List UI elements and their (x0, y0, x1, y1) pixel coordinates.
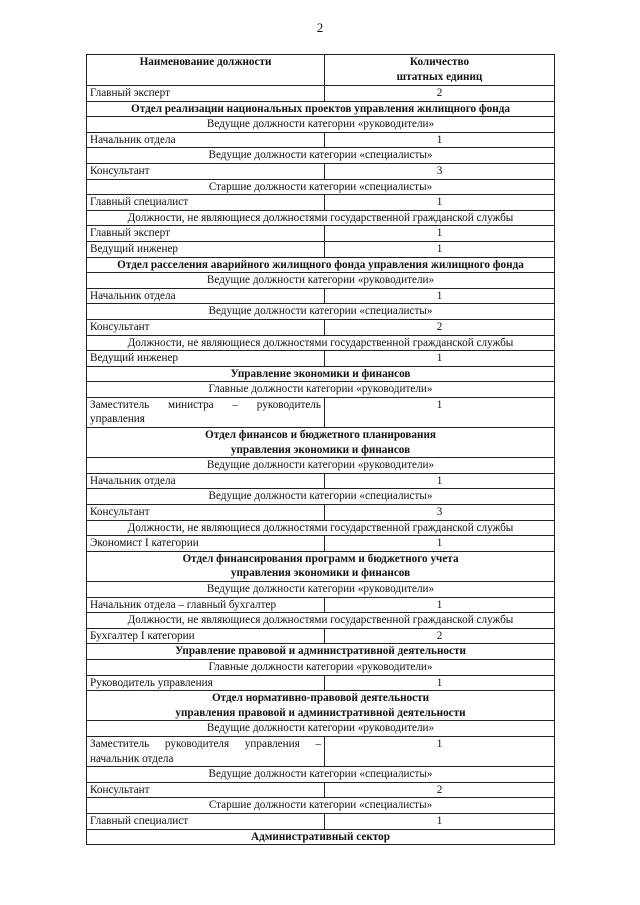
position-name: Консультант (87, 782, 325, 798)
position-row (87, 226, 555, 242)
department-title-line2: управления экономики и финансов (230, 567, 411, 580)
department-title (87, 551, 555, 581)
position-category: Должности, не являющиеся должностями государственной гражданской службы (87, 613, 555, 629)
position-category: Ведущие должности категории «руководители» (87, 458, 555, 474)
department-title: Управление правовой и административной деятельности (87, 644, 555, 660)
position-row (87, 397, 555, 427)
position-category: Ведущие должности категории «руководители» (87, 582, 555, 598)
position-name: Начальник отдела – главный бухгалтер (87, 597, 325, 613)
position-row (87, 813, 555, 829)
staff-count-header-line1: Количество (409, 56, 470, 68)
staff-count: 2 (325, 628, 555, 644)
category-row (87, 798, 555, 814)
position-row (87, 241, 555, 257)
category-row (87, 273, 555, 289)
staff-count: 1 (325, 675, 555, 691)
category-row (87, 659, 555, 675)
staff-count: 1 (325, 397, 555, 427)
position-row (87, 597, 555, 613)
staff-count: 1 (325, 226, 555, 242)
category-row (87, 382, 555, 398)
department-row (87, 428, 555, 458)
staff-count: 1 (325, 536, 555, 552)
position-name: Главный специалист (87, 813, 325, 829)
page-number: 2 (316, 20, 324, 35)
position-row (87, 536, 555, 552)
department-row (87, 691, 555, 721)
department-row (87, 101, 555, 117)
position-name: Экономист I категории (87, 536, 325, 552)
position-category: Ведущие должности категории «руководители» (87, 721, 555, 737)
category-row (87, 335, 555, 351)
staff-count: 2 (325, 319, 555, 335)
department-title: Административный сектор (87, 829, 555, 845)
department-title-line2: управления правовой и административной деятельности (175, 706, 466, 719)
position-name: Начальник отдела (87, 473, 325, 489)
position-name (87, 397, 325, 427)
position-category: Ведущие должности категории «специалисты» (87, 304, 555, 320)
position-name: Консультант (87, 163, 325, 179)
position-row (87, 736, 555, 766)
staff-count: 1 (325, 736, 555, 766)
position-name: Ведущий инженер (87, 351, 325, 367)
position-name: Консультант (87, 505, 325, 521)
position-category: Главные должности категории «руководители» (87, 659, 555, 675)
staff-count: 3 (325, 505, 555, 521)
position-name: Бухгалтер I категории (87, 628, 325, 644)
category-row (87, 767, 555, 783)
position-row (87, 288, 555, 304)
category-row (87, 210, 555, 226)
position-row (87, 351, 555, 367)
position-row (87, 782, 555, 798)
department-title (87, 691, 555, 721)
position-name-line2: управления (90, 413, 145, 426)
department-title: Отдел расселения аварийного жилищного фонда управления жилищного фонда (87, 257, 555, 273)
position-row (87, 319, 555, 335)
position-row (87, 86, 555, 102)
category-row (87, 117, 555, 133)
category-row (87, 721, 555, 737)
table-body (87, 86, 555, 845)
category-row (87, 613, 555, 629)
staff-count: 2 (325, 86, 555, 102)
department-row (87, 366, 555, 382)
position-name-line2: начальник отдела (90, 752, 174, 765)
department-row (87, 829, 555, 845)
staffing-table (86, 54, 555, 845)
staff-count: 1 (325, 351, 555, 367)
position-category: Ведущие должности категории «руководители» (87, 117, 555, 133)
position-category: Должности, не являющиеся должностями государственной гражданской службы (87, 210, 555, 226)
staff-count: 1 (325, 195, 555, 211)
staff-count: 1 (325, 288, 555, 304)
department-title-line1: Отдел нормативно-правовой деятельности (211, 692, 430, 705)
position-name: Ведущий инженер (87, 241, 325, 257)
position-category: Старшие должности категории «специалисты» (87, 798, 555, 814)
position-category: Должности, не являющиеся должностями государственной гражданской службы (87, 335, 555, 351)
position-name: Главный эксперт (87, 226, 325, 242)
category-row (87, 520, 555, 536)
department-row (87, 257, 555, 273)
position-category: Ведущие должности категории «специалисты» (87, 148, 555, 164)
position-row (87, 163, 555, 179)
category-row (87, 458, 555, 474)
position-name: Консультант (87, 319, 325, 335)
position-row (87, 505, 555, 521)
position-name: Главный эксперт (87, 86, 325, 102)
position-name-line1: Заместитель министра – руководитель (90, 398, 321, 411)
staff-count: 1 (325, 813, 555, 829)
category-row (87, 179, 555, 195)
category-row (87, 304, 555, 320)
staff-count: 1 (325, 132, 555, 148)
position-name: Начальник отдела (87, 132, 325, 148)
department-title-line2: управления экономики и финансов (230, 443, 411, 456)
position-row (87, 195, 555, 211)
position-name (87, 736, 325, 766)
position-name-header: Наименование должности (87, 55, 325, 86)
position-name-line1: Заместитель руководителя управления – (90, 737, 321, 750)
department-title-line1: Отдел финансирования программ и бюджетного учета (182, 552, 459, 565)
position-name: Руководитель управления (87, 675, 325, 691)
category-row (87, 148, 555, 164)
staff-count: 1 (325, 241, 555, 257)
department-title: Управление экономики и финансов (87, 366, 555, 382)
staff-count-header-line2: штатных единиц (396, 70, 483, 83)
position-category: Ведущие должности категории «руководители» (87, 273, 555, 289)
department-row (87, 644, 555, 660)
staff-count: 3 (325, 163, 555, 179)
position-category: Старшие должности категории «специалисты» (87, 179, 555, 195)
position-category: Должности, не являющиеся должностями государственной гражданской службы (87, 520, 555, 536)
table-header-row (87, 55, 555, 86)
staff-count: 1 (325, 473, 555, 489)
category-row (87, 489, 555, 505)
position-row (87, 473, 555, 489)
department-title (87, 428, 555, 458)
department-title: Отдел реализации национальных проектов управления жилищного фонда (87, 101, 555, 117)
position-row (87, 628, 555, 644)
position-category: Ведущие должности категории «специалисты» (87, 489, 555, 505)
staff-count: 1 (325, 597, 555, 613)
department-title-line1: Отдел финансов и бюджетного планирования (205, 429, 436, 442)
category-row (87, 582, 555, 598)
staff-count: 2 (325, 782, 555, 798)
position-row (87, 675, 555, 691)
position-category: Главные должности категории «руководители» (87, 382, 555, 398)
position-row (87, 132, 555, 148)
position-name: Начальник отдела (87, 288, 325, 304)
department-row (87, 551, 555, 581)
staff-count-header (325, 55, 555, 86)
position-category: Ведущие должности категории «специалисты» (87, 767, 555, 783)
position-name: Главный специалист (87, 195, 325, 211)
